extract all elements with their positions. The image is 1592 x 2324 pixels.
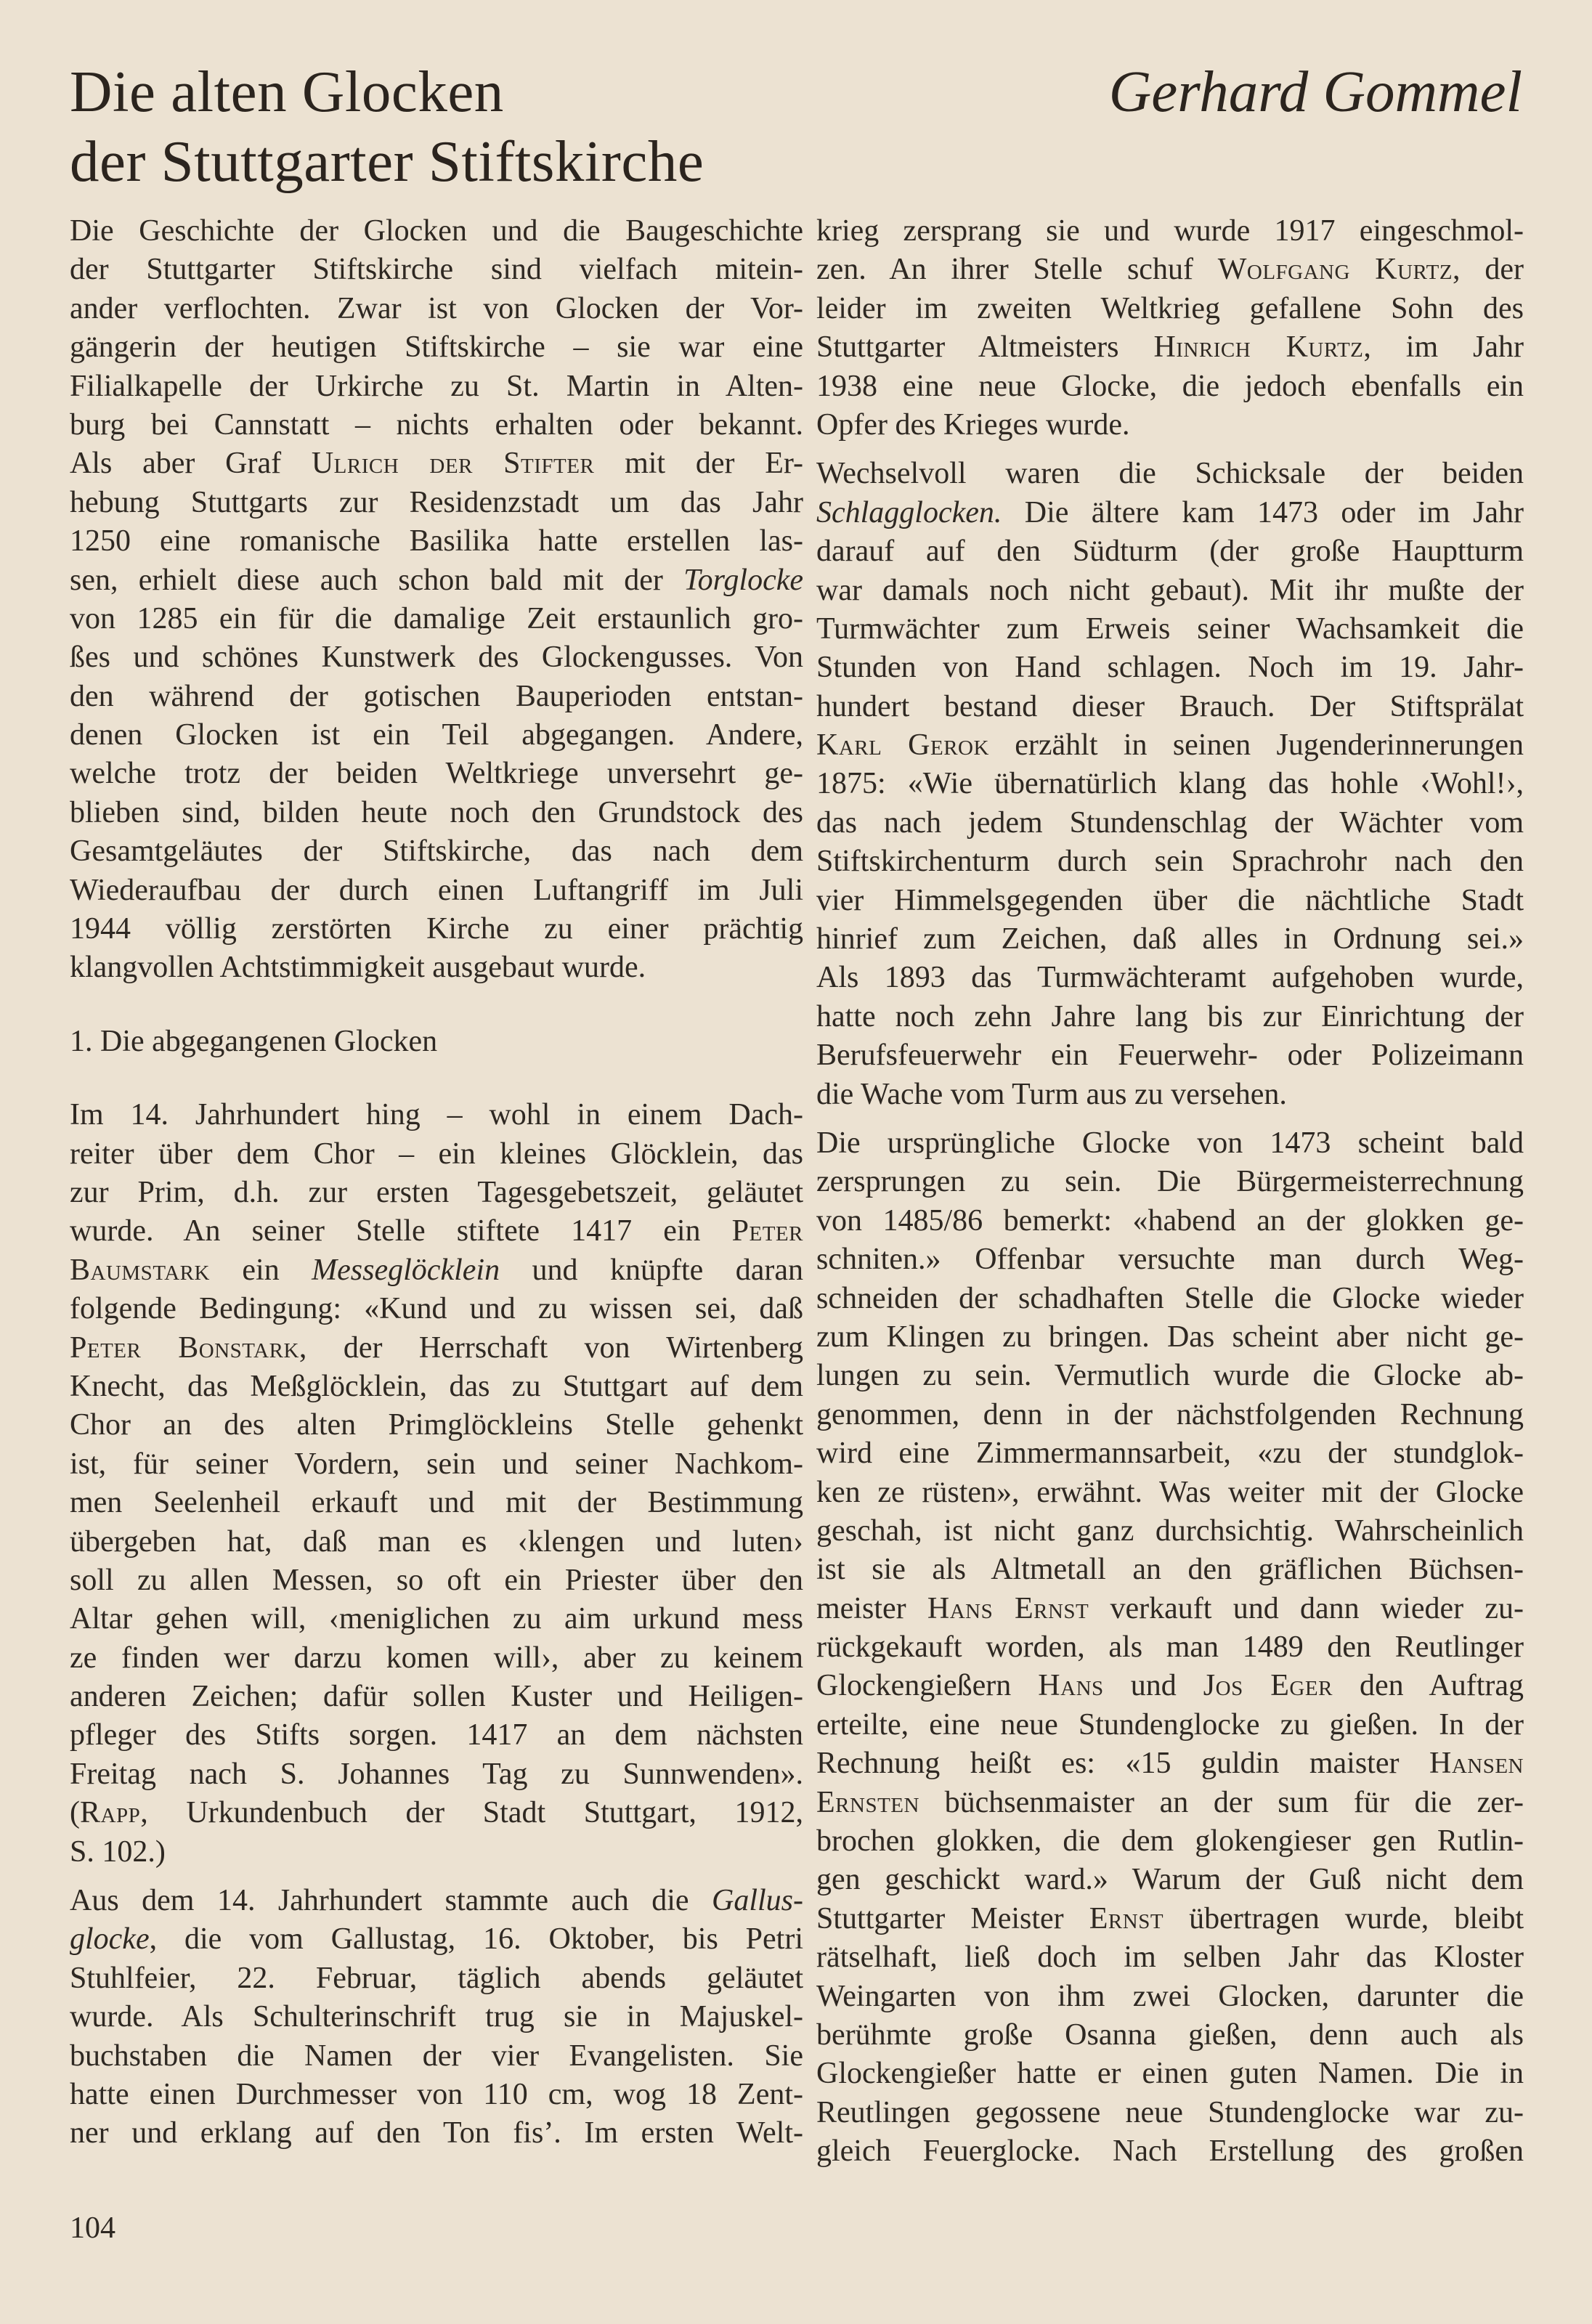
- text-line: Opfer des Krieges wurde.: [816, 407, 1130, 442]
- text-line: darauf auf den Südturm (der große Hauptturm: [816, 535, 1524, 569]
- text-line: zersprungen zu sein. Die Bürgermeisterrechnung: [816, 1165, 1524, 1199]
- text-line: Berufsfeuerwehr ein Feuerwehr- oder Polizeimann: [816, 1039, 1524, 1073]
- bell-name: Schlagglocken.: [816, 495, 1002, 529]
- article-title: [70, 57, 704, 196]
- text-line: hatte einen Durchmesser von 110 cm, wog 18 Zent-: [70, 2077, 803, 2111]
- text-line: erteilte, eine neue Stundenglocke zu gießen. In der: [816, 1707, 1524, 1742]
- text-line: Als aber Graf Ulrich der Stifter mit der Er-: [70, 447, 804, 481]
- text-line: Die Geschichte der Glocken und die Baugeschichte: [70, 214, 803, 248]
- person-name: Jos Eger: [1203, 1669, 1333, 1703]
- text-line: den während der gotischen Bauperioden entstan-: [70, 679, 803, 713]
- text-line: Karl Gerok erzählt in seinen Jugenderinnerungen: [816, 728, 1524, 763]
- text-line: Freitag nach S. Johannes Tag zu Sunnwenden».: [70, 1757, 803, 1791]
- text-line: zum Klingen zu bringen. Das scheint aber nicht ge-: [816, 1320, 1524, 1354]
- text-line: Baumstark ein Messeglöcklein und knüpfte daran: [70, 1253, 803, 1287]
- paragraph-gallusglocke: [70, 1882, 803, 2153]
- text-line: glocke, die vom Gallustag, 16. Oktober, bis Petri: [70, 1922, 803, 1957]
- text-line: soll zu allen Messen, so oft ein Priester über den: [70, 1563, 803, 1597]
- text-line: ner und erklang auf den Ton fis’. Im ersten Welt-: [70, 2116, 803, 2150]
- title-line-1: Die alten Glocken: [70, 59, 504, 124]
- text-line: Glockengießern Hans und Jos Eger den Auftrag: [816, 1669, 1524, 1703]
- person-name: Ernst: [1089, 1901, 1164, 1935]
- text-line: Aus dem 14. Jahrhundert stammte auch die Gallus-: [70, 1884, 803, 1918]
- text-line: Stuhlfeier, 22. Februar, täglich abends geläutet: [70, 1961, 803, 1995]
- text-line: Knecht, das Meßglöcklein, das zu Stuttgart auf dem: [70, 1369, 803, 1403]
- bell-name: Gallus-: [712, 1884, 803, 1918]
- paragraph-continuation: [816, 212, 1524, 444]
- text-line: Stuttgarter Altmeisters Hinrich Kurtz, im Jahr: [816, 330, 1524, 365]
- person-name: Ulrich der Stifter: [311, 447, 595, 481]
- text-line: (Rapp, Urkundenbuch der Stadt Stuttgart, 1912,: [70, 1796, 803, 1830]
- text-line: S. 102.): [70, 1835, 166, 1869]
- person-name: Hans Ernst: [927, 1591, 1089, 1625]
- text-line: anderen Zeichen; dafür sollen Kuster und Heiligen-: [70, 1680, 803, 1714]
- author-name: Gerhard Gommel: [1108, 59, 1522, 124]
- text-line: Schlagglocken. Die ältere kam 1473 oder im Jahr: [816, 495, 1524, 529]
- text-line: hundert bestand dieser Brauch. Der Stiftsprälat: [816, 689, 1524, 723]
- text-line: genommen, denn in der nächstfolgenden Rechnung: [816, 1397, 1524, 1431]
- text-line: ist sie als Altmetall an den gräflichen Büchsen-: [816, 1553, 1524, 1587]
- text-line: hatte noch zehn Jahre lang bis zur Einrichtung der: [816, 999, 1524, 1033]
- text-line: berühmte große Osanna gießen, denn auch als: [816, 2018, 1524, 2052]
- page-number: 104: [70, 2211, 115, 2245]
- text-line: Die ursprüngliche Glocke von 1473 scheint bald: [816, 1126, 1524, 1160]
- left-column: [70, 212, 803, 2153]
- text-line: die Wache vom Turm aus zu versehen.: [816, 1077, 1287, 1111]
- text-line: 1944 völlig zerstörten Kirche zu einer prächtig: [70, 912, 803, 946]
- bell-name: glocke: [70, 1922, 150, 1957]
- text-line: ßes und schönes Kunstwerk des Glockengusses. Von: [70, 641, 803, 675]
- text-line: 1250 eine romanische Basilika hatte erstellen las-: [70, 524, 803, 558]
- text-line: leider im zweiten Weltkrieg gefallene Sohn des: [816, 291, 1524, 325]
- person-name: Hinrich Kurtz: [1153, 330, 1364, 365]
- text-line: gleich Feuerglocke. Nach Erstellung des großen: [816, 2134, 1524, 2169]
- text-line: Turmwächter zum Erweis seiner Wachsamkeit die: [816, 612, 1524, 646]
- paragraph-urspruengliche-glocke: [816, 1124, 1524, 2171]
- text-line: gängerin der heutigen Stiftskirche – sie war eine: [70, 330, 803, 365]
- text-line: Rechnung heißt es: «15 guldin maister Hansen: [816, 1747, 1524, 1781]
- text-line: der Stuttgarter Stiftskirche sind vielfach mitein-: [70, 253, 803, 287]
- text-line: Gesamtgeläutes der Stiftskirche, das nach dem: [70, 834, 803, 869]
- text-line: Reutlingen gegossene neue Stundenglocke war zu-: [816, 2095, 1524, 2129]
- person-name: Hans: [1038, 1669, 1104, 1703]
- text-line: Ernsten büchsenmaister an der sum für die zer-: [816, 1785, 1524, 1819]
- text-line: ist, für seiner Vordern, sein und seiner Nachkom-: [70, 1447, 803, 1481]
- text-line: klangvollen Achtstimmigkeit ausgebaut wurde.: [70, 951, 646, 985]
- bell-name: Messeglöcklein: [312, 1253, 500, 1287]
- text-line: lungen zu sein. Vermutlich wurde die Glocke ab-: [816, 1359, 1524, 1393]
- text-line: welche trotz der beiden Weltkriege unversehrt ge-: [70, 757, 803, 791]
- text-line: übergeben hat, daß man es ‹klengen und luten›: [70, 1524, 803, 1559]
- section-heading: 1. Die abgegangenen Glocken: [70, 1024, 438, 1058]
- text-line: zen. An ihrer Stelle schuf Wolfgang Kurtz, der: [816, 253, 1524, 287]
- title-line-2: der Stuttgarter Stiftskirche: [70, 129, 704, 194]
- text-line: brochen glokken, die dem glokengieser gen Rutlin-: [816, 1824, 1524, 1858]
- text-line: schniten.» Offenbar versuchte man durch Weg-: [816, 1243, 1524, 1277]
- text-line: schneiden der schadhaften Stelle die Glocke wieder: [816, 1281, 1524, 1315]
- text-line: ken ze rüsten», erwähnt. Was weiter mit der Glocke: [816, 1475, 1524, 1509]
- text-line: 1938 eine neue Glocke, die jedoch ebenfalls ein: [816, 369, 1524, 403]
- text-line: men Seelenheil erkauft und mit der Bestimmung: [70, 1486, 803, 1520]
- text-line: Stuttgarter Meister Ernst übertragen wurde, bleibt: [816, 1901, 1524, 1935]
- person-name: Baumstark: [70, 1253, 210, 1287]
- text-line: rückgekauft worden, als man 1489 den Reutlinger: [816, 1630, 1524, 1665]
- text-line: von 1285 ein für die damalige Zeit erstaunlich gro-: [70, 601, 803, 635]
- text-line: meister Hans Ernst verkauft und dann wieder zu-: [816, 1591, 1524, 1625]
- person-name: Karl Gerok: [816, 728, 989, 763]
- text-line: hinrief zum Zeichen, daß alles in Ordnung sei.»: [816, 922, 1524, 956]
- person-name: Ernsten: [816, 1785, 919, 1819]
- text-line: 1875: «Wie übernatürlich klang das hohle ‹Wohl!›,: [816, 767, 1524, 801]
- right-column: [816, 212, 1524, 2171]
- text-line: blieben sind, bilden heute noch den Grundstock des: [70, 795, 803, 829]
- text-line: Filialkapelle der Urkirche zu St. Martin in Alten-: [70, 369, 803, 403]
- text-line: war damals noch nicht gebaut). Mit ihr mußte der: [816, 573, 1524, 607]
- text-line: Glockengießer hatte er einen guten Namen. Die in: [816, 2057, 1524, 2091]
- text-line: Als 1893 das Turmwächteramt aufgehoben wurde,: [816, 961, 1524, 995]
- text-line: wurde. An seiner Stelle stiftete 1417 ein Peter: [70, 1214, 803, 1248]
- text-line: Chor an des alten Primglöckleins Stelle gehenkt: [70, 1408, 803, 1442]
- paragraph-intro: [70, 212, 803, 988]
- text-line: buchstaben die Namen der vier Evangelisten. Sie: [70, 2039, 803, 2073]
- bell-name: Torglocke: [683, 563, 803, 597]
- citation-author: Rapp: [80, 1796, 141, 1830]
- text-line: rätselhaft, ließ doch im selben Jahr das Kloster: [816, 1941, 1524, 1975]
- text-line: geschah, ist nicht ganz durchsichtig. Wahrscheinlich: [816, 1514, 1524, 1548]
- text-line: sen, erhielt diese auch schon bald mit der Torglocke: [70, 563, 803, 597]
- text-line: vier Himmelsgegenden über die nächtliche Stadt: [816, 883, 1524, 917]
- person-name: Wolfgang Kurtz: [1217, 253, 1453, 287]
- text-line: hebung Stuttgarts zur Residenzstadt um das Jahr: [70, 485, 803, 519]
- text-line: ander verflochten. Zwar ist von Glocken der Vor-: [70, 291, 803, 325]
- text-line: burg bei Cannstatt – nichts erhalten oder bekannt.: [70, 407, 803, 442]
- text-line: das nach jedem Stundenschlag der Wächter vom: [816, 805, 1524, 840]
- text-line: ze finden wer darzu komen will›, aber zu keinem: [70, 1641, 803, 1675]
- text-line: Wechselvoll waren die Schicksale der beiden: [816, 457, 1524, 491]
- text-line: Altar gehen will, ‹meniglichen zu aim urkund mess: [70, 1602, 803, 1636]
- text-line: Stiftskirchenturm durch sein Sprachrohr nach den: [816, 845, 1524, 879]
- text-line: denen Glocken ist ein Teil abgegangen. Andere,: [70, 718, 803, 752]
- text-line: reiter über dem Chor – ein kleines Glöcklein, das: [70, 1137, 803, 1171]
- text-line: von 1485/86 bemerkt: «habend an der glokken ge-: [816, 1203, 1524, 1238]
- person-name: Peter Bonstark: [70, 1330, 299, 1365]
- text-line: wurde. Als Schulterinschrift trug sie in Majuskel-: [70, 2000, 803, 2034]
- text-line: krieg zersprang sie und wurde 1917 eingeschmol-: [816, 214, 1524, 248]
- person-name: Peter: [731, 1214, 803, 1248]
- text-line: Stunden von Hand schlagen. Noch im 19. Jahr-: [816, 651, 1524, 685]
- text-line: Peter Bonstark, der Herrschaft von Wirtenberg: [70, 1330, 803, 1365]
- text-line: Weingarten von ihm zwei Glocken, darunter die: [816, 1979, 1524, 2013]
- text-line: folgende Bedingung: «Kund und zu wissen sei, daß: [70, 1292, 803, 1326]
- text-line: pfleger des Stifts sorgen. 1417 an dem nächsten: [70, 1718, 803, 1752]
- paragraph-schlagglocken: [816, 455, 1524, 1114]
- text-line: Wiederaufbau der durch einen Luftangriff im Juli: [70, 873, 803, 907]
- text-line: gen geschickt ward.» Warum der Guß nicht dem: [816, 1863, 1524, 1897]
- person-name: Hansen: [1429, 1747, 1524, 1781]
- text-line: zur Prim, d.h. zur ersten Tagesgebetszeit, geläutet: [70, 1175, 803, 1209]
- text-line: wird eine Zimmermannsarbeit, «zu der stundglok-: [816, 1437, 1524, 1471]
- text-line: Im 14. Jahrhundert hing – wohl in einem Dach-: [70, 1098, 803, 1132]
- paragraph-messgloecklein: [70, 1096, 803, 1872]
